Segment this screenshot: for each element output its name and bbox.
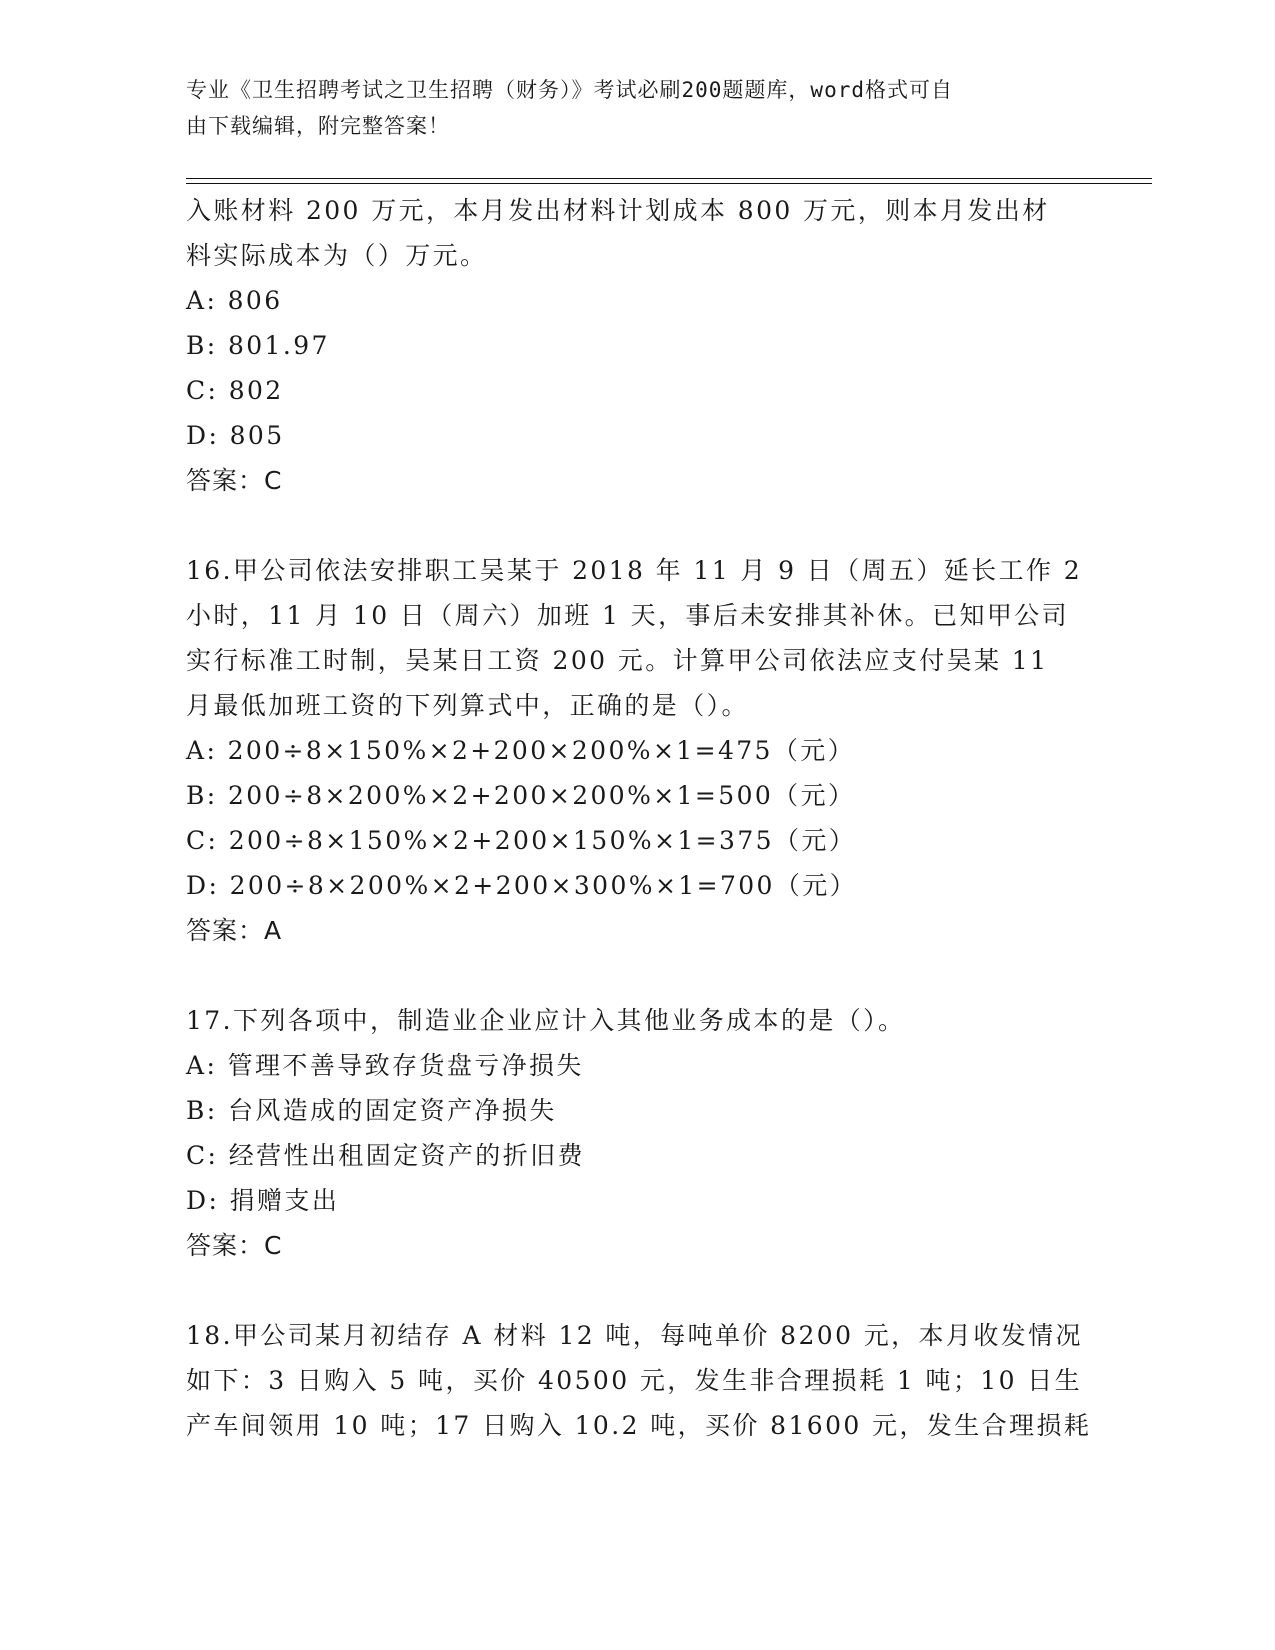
question-text-line: 小时，11 月 10 日（周六）加班 1 天，事后未安排其补休。已知甲公司	[186, 601, 1070, 630]
option-b: B: 200÷8×200%×2+200×200%×1=500（元）	[186, 781, 856, 810]
answer-label: 答案：C	[186, 1231, 283, 1260]
header-line-2: 由下载编辑，附完整答案！	[186, 114, 450, 138]
spacer	[186, 1268, 1086, 1313]
question-text-line: 如下：3 日购入 5 吨，买价 40500 元，发生非合理损耗 1 吨；10 日生	[186, 1366, 1083, 1395]
question-16	[186, 548, 1086, 953]
spacer	[186, 953, 1086, 998]
question-text-line: 16.甲公司依法安排职工吴某于 2018 年 11 月 9 日（周五）延长工作 2	[186, 556, 1083, 585]
question-15	[186, 188, 1086, 503]
option-a: A: 管理不善导致存货盘亏净损失	[186, 1051, 584, 1080]
question-text-line: 入账材料 200 万元，本月发出材料计划成本 800 万元，则本月发出材	[186, 196, 1050, 225]
document-body	[186, 188, 1092, 1448]
question-text-line: 实行标准工时制，吴某日工资 200 元。计算甲公司依法应支付吴某 11	[186, 646, 1049, 675]
question-18	[186, 1313, 1092, 1448]
question-text-line: 产车间领用 10 吨；17 日购入 10.2 吨，买价 81600 元，发生合理损耗	[186, 1411, 1092, 1440]
option-c: C: 802	[186, 376, 284, 405]
spacer	[186, 503, 1086, 548]
question-text-line: 月最低加班工资的下列算式中，正确的是（）。	[186, 691, 749, 720]
question-17	[186, 998, 1086, 1268]
option-a: A: 200÷8×150%×2+200×200%×1=475（元）	[186, 736, 856, 765]
document-header	[186, 72, 1066, 144]
header-line-1: 专业《卫生招聘考试之卫生招聘（财务）》考试必刷200题题库，word格式可自	[186, 78, 953, 102]
option-d: D: 805	[186, 421, 285, 450]
header-divider-bottom	[186, 183, 1152, 184]
question-text-line: 18.甲公司某月初结存 A 材料 12 吨，每吨单价 8200 元，本月收发情况	[186, 1321, 1083, 1350]
option-d: D: 捐赠支出	[186, 1186, 340, 1215]
option-b: B: 801.97	[186, 331, 330, 360]
question-text-line: 料实际成本为（）万元。	[186, 241, 488, 270]
header-divider-top	[186, 178, 1152, 179]
option-d: D: 200÷8×200%×2+200×300%×1=700（元）	[186, 871, 858, 900]
option-c: C: 200÷8×150%×2+200×150%×1=375（元）	[186, 826, 857, 855]
answer-label: 答案：C	[186, 466, 283, 495]
option-c: C: 经营性出租固定资产的折旧费	[186, 1141, 585, 1170]
option-a: A: 806	[186, 286, 283, 315]
answer-label: 答案：A	[186, 916, 283, 945]
question-text-line: 17.下列各项中，制造业企业应计入其他业务成本的是（）。	[186, 1006, 906, 1035]
option-b: B: 台风造成的固定资产净损失	[186, 1096, 557, 1125]
